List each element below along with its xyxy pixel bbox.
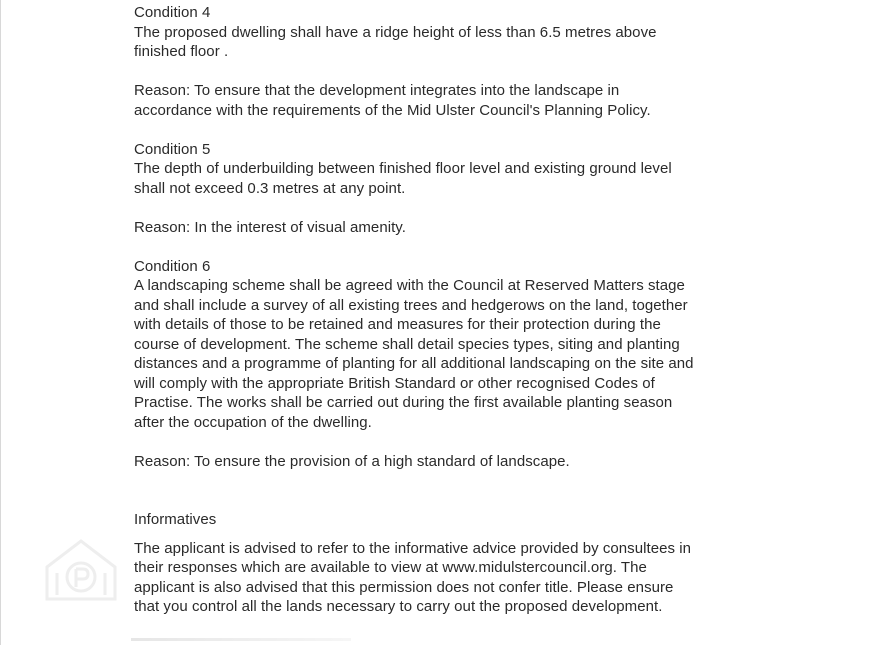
spacer bbox=[134, 432, 774, 452]
condition-4-reason: Reason: To ensure that the development integrates into the landscape in accordance with the requirements of the Mid Ulster Council's Planning Policy. bbox=[134, 82, 651, 119]
condition-6-text: A landscaping scheme shall be agreed with the Council at Reserved Matters stage and shall include a survey of all existing trees and hedgerows on the land, together with details of those to be retained and measures for their protection during the course of development. The scheme shall detail species types, siting and planting distances and a programme of planting for all additional landscaping on the site and will comply with the appropriate British Standard or other recognised Codes of Practise. The works shall be carried out during the first available planting season after the occupation of the dwelling. bbox=[134, 277, 694, 431]
condition-5-text: The depth of underbuilding between finished floor level and existing ground level shall not exceed 0.3 metres at any point. bbox=[134, 160, 672, 197]
spacer bbox=[134, 471, 774, 510]
spacer bbox=[134, 237, 774, 257]
condition-4-text: The proposed dwelling shall have a ridge height of less than 6.5 metres above finished floor . bbox=[134, 23, 657, 60]
informatives-text: The applicant is advised to refer to the informative advice provided by consultees in their responses which are available to view at www.midulstercouncil.org. The applicant is also advised that this permission does not confer title. Please ensure that you control all the lands necessary to carry out the proposed development. bbox=[134, 539, 692, 615]
spacer bbox=[134, 530, 774, 539]
condition-5-reason: Reason: In the interest of visual amenity. bbox=[134, 218, 406, 236]
informatives-heading: Informatives bbox=[134, 511, 217, 528]
scan-artifact bbox=[131, 638, 351, 641]
property-logo-icon bbox=[43, 537, 119, 603]
spacer bbox=[134, 198, 774, 218]
document-body bbox=[134, 3, 774, 617]
spacer bbox=[134, 120, 774, 140]
condition-6-reason: Reason: To ensure the provision of a high standard of landscape. bbox=[134, 452, 570, 470]
condition-4-heading: Condition 4 bbox=[134, 4, 211, 21]
spacer bbox=[134, 62, 774, 82]
condition-6-heading: Condition 6 bbox=[134, 257, 211, 275]
condition-5-heading: Condition 5 bbox=[134, 140, 211, 158]
